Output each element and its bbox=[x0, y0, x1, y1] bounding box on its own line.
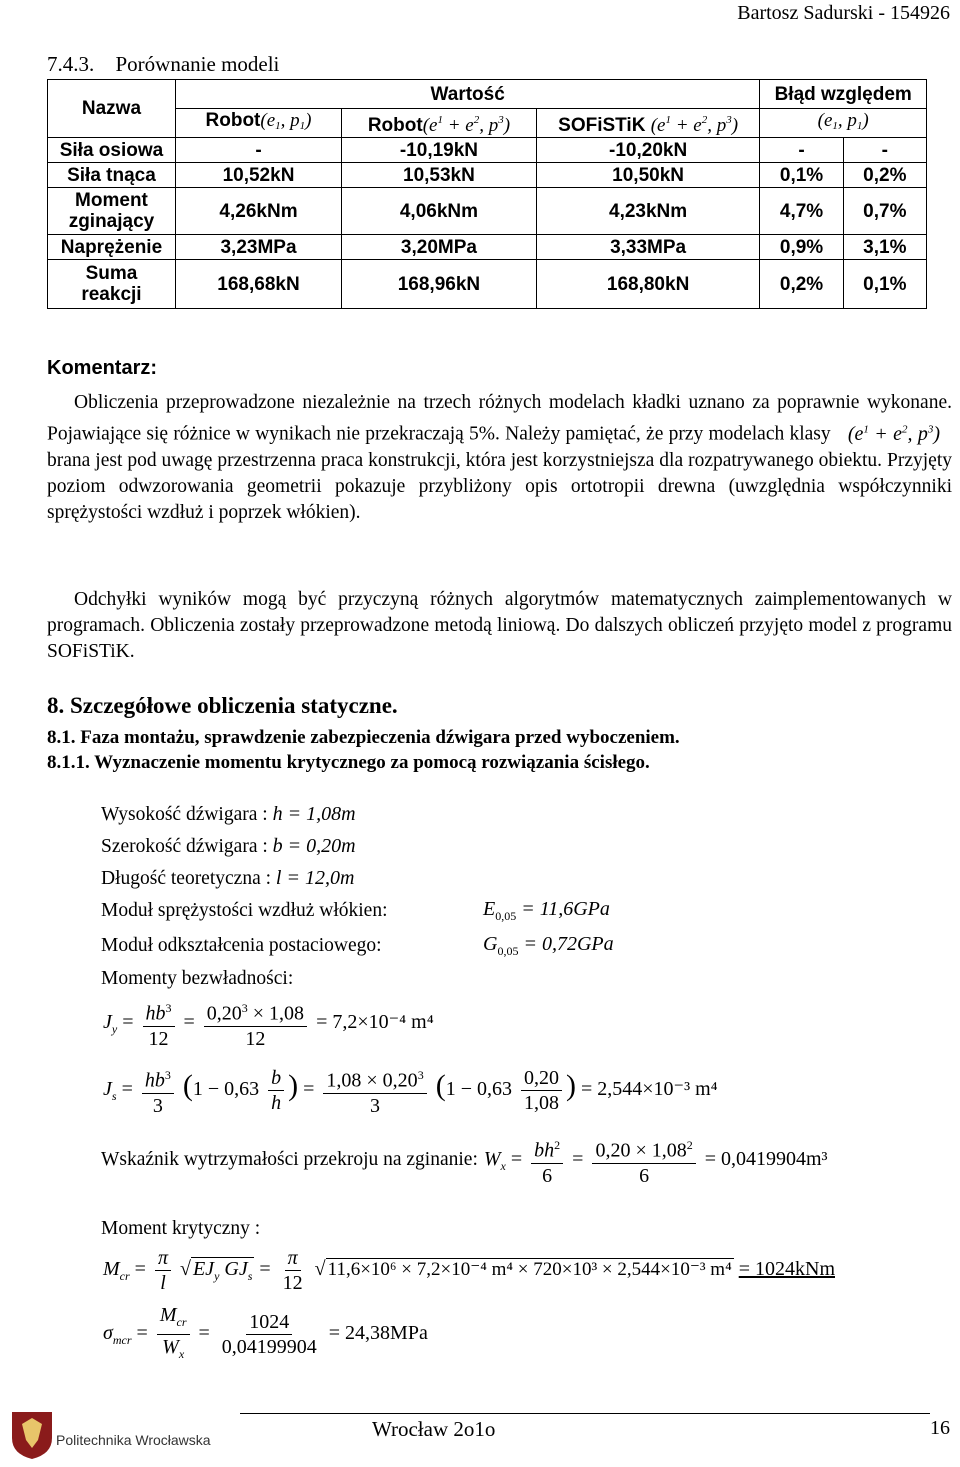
length-line: Długość teoretyczna : l = 12,0m bbox=[101, 867, 355, 889]
table-row: Moment zginający 4,26kNm 4,06kNm 4,23kNm 4,7% 0,7% bbox=[48, 188, 927, 235]
page-number: 16 bbox=[930, 1417, 950, 1439]
width-line: Szerokość dźwigara : b = 0,20m bbox=[101, 835, 356, 857]
js-formula: $J_s$ = $\frac{hb^3}{3}$ (1 − 0,63 $\frac{b}{h}$ ) = $\frac{1,08 \times 0,20^3}{3}$ (1 − 0,63 $\frac{0,20}{1,08}$ ) = 2,544×10⁻³ m⁴ bbox=[103, 1063, 718, 1118]
g-modulus-value: $G_{0,05} = 0,72GPa$ bbox=[483, 933, 614, 958]
mcr-label: Moment krytyczny : bbox=[101, 1218, 261, 1239]
jy-formula: $J_y$ = $\frac{hb^3}{12}$ = $\frac{0,20^3 \times 1,08}{12}$ = 7,2×10⁻⁴ m⁴ bbox=[103, 996, 434, 1051]
height-line: Wysokość dźwigara : h = 1,08m bbox=[101, 803, 356, 825]
table-row: Suma reakcji 168,68kN 168,96kN 168,80kN 0,2% 0,1% bbox=[48, 260, 927, 309]
sigma-formula: $\sigma_{mcr}$ = $\frac{M_{cr}}{W_x}$ = $\frac{1024}{0,04199904}$ = 24,38MPa bbox=[103, 1304, 428, 1361]
header-error-ref: (e1, p1) bbox=[760, 109, 927, 138]
comment-title: Komentarz: bbox=[47, 357, 158, 379]
footer-divider bbox=[240, 1413, 930, 1414]
heading-8-1: 8.1. Faza montażu, sprawdzenie zabezpieczenia dźwigara przed wyboczeniem. bbox=[47, 727, 680, 748]
comparison-table bbox=[47, 79, 927, 309]
section-heading bbox=[47, 52, 279, 77]
header-robot-e1e2p3: $Robot(e^1 + e^2$, $p^3$) bbox=[342, 109, 537, 138]
header-sofistik: SOFiSTiK ($e^1 + e^2$, $p^3$) bbox=[536, 109, 760, 138]
header-error: Błąd względem bbox=[760, 80, 927, 109]
header-robot-e1p1: Robot(e1, p1) bbox=[175, 109, 341, 138]
university-logo-icon bbox=[10, 1410, 54, 1460]
g-modulus-label: Moduł odkształcenia postaciowego: bbox=[101, 935, 382, 956]
mcr-formula: $M_{cr}$ = $\frac{\pi}{l}$ √ $EJ_y$ $GJ_s$ = $\frac{\pi}{12}$ √ 11,6×10⁶ × 7,2×10⁻⁴ m⁴ × 720×10³ × 2,544×10⁻³ m⁴ = 1024kNm bbox=[103, 1247, 835, 1294]
university-name: Politechnika Wrocławska bbox=[56, 1432, 211, 1448]
e-modulus-value: $E_{0,05} = 11,6GPa$ bbox=[483, 898, 610, 923]
header-value: Wartość bbox=[175, 80, 759, 109]
inertia-label: Momenty bezwładności: bbox=[101, 968, 294, 989]
table-row: Siła osiowa - -10,19kN -10,20kN - - bbox=[48, 138, 927, 163]
comment-paragraph-2: Odchyłki wyników mogą być przyczyną różnych algorytmów matematycznych zaimplementowanych w programach. Obliczenia zostały przeprowadzone metodą liniową. Do dalszych obliczeń przyjęto model z programu SOFiSTiK. bbox=[47, 589, 952, 662]
section-number: 7.4.3. bbox=[47, 52, 95, 76]
w-formula: Wskaźnik wytrzymałości przekroju na zginanie: $W_x$ = $\frac{bh^2}{6}$ = $\frac{0,20 \times 1,08^2}{6}$ = 0,0419904m³ bbox=[101, 1133, 828, 1188]
comment-paragraph-1: Obliczenia przeprowadzone niezależnie na trzech różnych modelach kładki uznano za poprawnie wykonane. Pojawiające się różnice w wynikach nie przekraczają 5%. Należy pamiętać, że przy modelach klasy ($e^1 + e^2$, $p^3$) brana jest pod uwagę przestrzenna praca konstrukcji, która jest korzystniejsza dla rozpatrywanego obiektu. Przyjęty poziom odwzorowania geometrii pokazuje przybliżony opis ortotropii drewna (uwzględnia współczynniki sprężystości wzdłuż i poprzek włókien). bbox=[47, 392, 952, 523]
header-name: Nazwa bbox=[48, 80, 176, 138]
section-title: Porównanie modeli bbox=[115, 52, 280, 76]
e-modulus-label: Moduł sprężystości wzdłuż włókien: bbox=[101, 900, 388, 921]
footer-city: Wrocław 2o1o bbox=[372, 1417, 496, 1441]
table-row: Naprężenie 3,23MPa 3,20MPa 3,33MPa 0,9% 3,1% bbox=[48, 235, 927, 260]
heading-8-1-1: 8.1.1. Wyznaczenie momentu krytycznego za pomocą rozwiązania ścisłego. bbox=[47, 752, 650, 773]
author-header: Bartosz Sadurski - 154926 bbox=[737, 2, 950, 24]
heading-8: 8. Szczegółowe obliczenia statyczne. bbox=[47, 693, 398, 718]
table-row: Siła tnąca 10,52kN 10,53kN 10,50kN 0,1% 0,2% bbox=[48, 163, 927, 188]
